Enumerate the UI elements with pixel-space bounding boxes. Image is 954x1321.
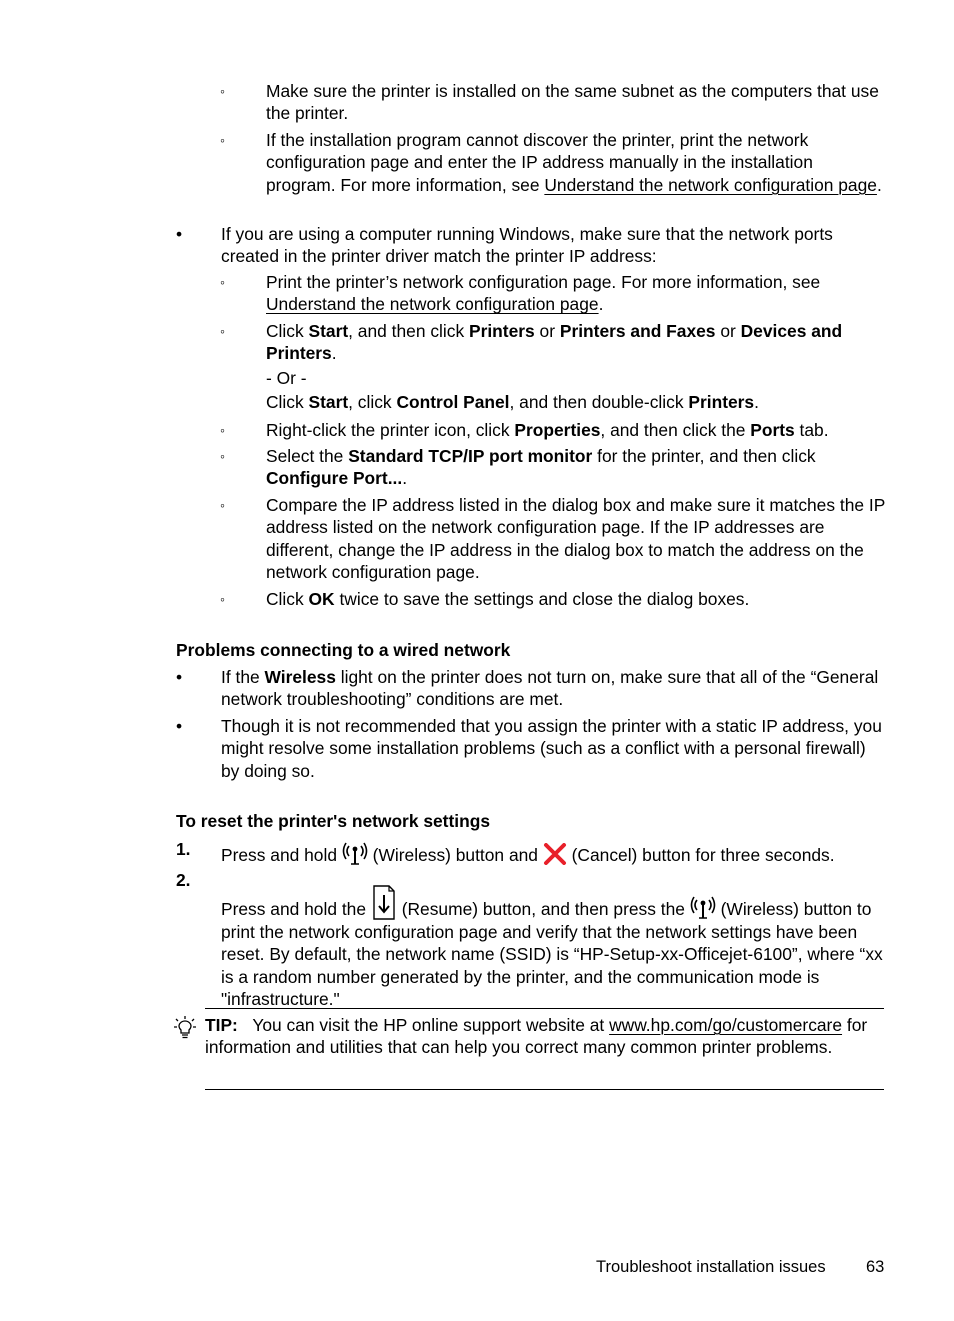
tip-label: TIP: — [205, 1015, 238, 1035]
resume-icon — [371, 885, 397, 921]
control-panel-line: Click Start, click Control Panel, and then double-click Printers. — [266, 392, 759, 413]
subnet-item: Make sure the printer is installed on the same subnet as the computers that use the printer. — [266, 81, 879, 124]
wireless-icon — [690, 895, 716, 919]
network-config-link[interactable]: Understand the network configuration page — [544, 174, 877, 195]
print-config-item: Print the printer’s network configuration page. For more information, see Understand the network configuration page. — [266, 272, 821, 315]
customercare-link[interactable]: www.hp.com/go/customercare — [609, 1015, 843, 1035]
or-separator: - Or - — [266, 367, 307, 388]
discover-item: If the installation program cannot discover the printer, print the network configuration page and enter the IP address manually in the installation program. For more information, see Understand the network configuration page. — [266, 130, 882, 195]
step-1: Press and hold (Wireless) button and (Cancel) button for three seconds. — [221, 841, 886, 866]
bullet: • — [176, 667, 183, 687]
circle-bullet: ◦ — [220, 422, 225, 438]
circle-bullet: ◦ — [220, 323, 225, 339]
circle-bullet: ◦ — [220, 83, 225, 99]
bullet: • — [176, 224, 183, 244]
wired-heading: Problems connecting to a wired network — [176, 640, 511, 660]
tip-bottom-rule — [205, 1089, 884, 1090]
windows-item: If you are using a computer running Windows, make sure that the network ports created in the printer driver match the printer IP address: — [221, 224, 833, 267]
wireless-icon — [342, 841, 368, 865]
step-number-2: 2. — [176, 870, 191, 890]
reset-heading: To reset the printer's network settings — [176, 811, 491, 831]
circle-bullet: ◦ — [220, 448, 225, 464]
circle-bullet: ◦ — [220, 132, 225, 148]
network-config-link-2[interactable]: Understand the network configuration page — [266, 294, 599, 315]
cancel-x-icon — [543, 843, 567, 865]
footer-section-title: Troubleshoot installation issues — [596, 1258, 826, 1276]
tip-top-rule — [205, 1008, 884, 1009]
step-number-1: 1. — [176, 839, 191, 859]
wired-item-2: Though it is not recommended that you assign the printer with a static IP address, you might resolve some installation problems (such as a conflict with a personal firewall) by doing so. — [221, 716, 882, 781]
click-start-line: Click Start, and then click Printers or Printers and Faxes or Devices and Printers. — [266, 321, 843, 364]
circle-bullet: ◦ — [220, 274, 225, 290]
right-click-item: Right-click the printer icon, click Properties, and then click the Ports tab. — [266, 420, 829, 440]
compare-item: Compare the IP address listed in the dialog box and make sure it matches the IP address listed on the network configuration page. If the IP addresses are different, change the IP address in the dialog box to match the address on the network configuration page. — [266, 495, 886, 583]
bullet: • — [176, 716, 183, 736]
click-start-item — [266, 320, 886, 414]
tip-text: TIP: You can visit the HP online support website at www.hp.com/go/customercare for information and utilities that can help you correct many common printer problems. — [205, 1015, 868, 1058]
wired-item-1: If the Wireless light on the printer does not turn on, make sure that all of the “General network troubleshooting” conditions are met. — [221, 667, 879, 710]
lightbulb-icon — [173, 1015, 197, 1041]
circle-bullet: ◦ — [220, 591, 225, 607]
ok-item: Click OK twice to save the settings and close the dialog boxes. — [266, 589, 750, 609]
step-2: Press and hold the (Resume) button, and then press the (Wireless) button to print the network configuration page and verify that the network settings have been reset. By default, the network name (SSID) is “HP-Setup-xx-Officejet-6100”, where “xx is a random number generated by the printer, and the communication mode is "infrastructure." — [221, 885, 886, 1011]
circle-bullet: ◦ — [220, 497, 225, 513]
page-number: 63 — [866, 1258, 885, 1276]
select-item: Select the Standard TCP/IP port monitor for the printer, and then click Configure Port.... — [266, 446, 816, 489]
